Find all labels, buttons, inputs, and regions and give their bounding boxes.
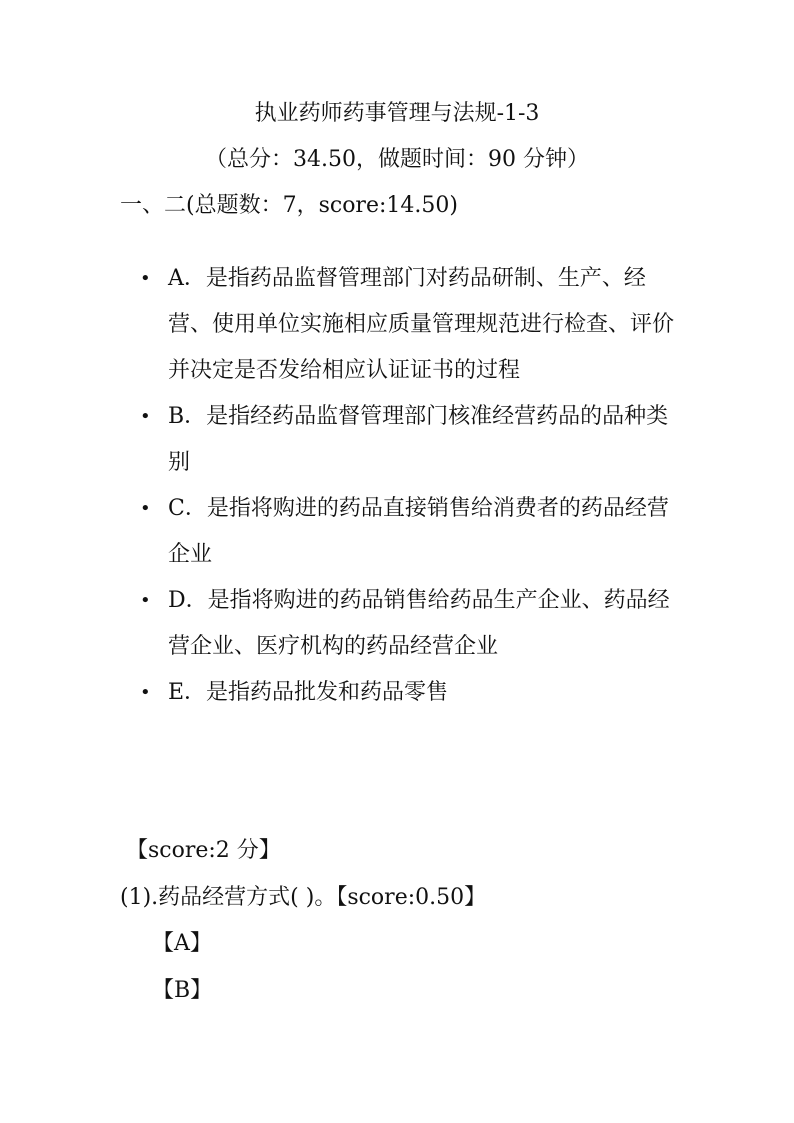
question-text: (1).药品经营方式( )。【score:0.50】	[120, 885, 487, 910]
option-text: E．是指药品批发和药品零售	[168, 680, 449, 705]
option-item	[140, 256, 680, 394]
bullet-icon: •	[140, 590, 151, 611]
option-text: C．是指将购进的药品直接销售给消费者的药品经营企业	[168, 496, 669, 567]
document-title: 执业药师药事管理与法规-1-3	[254, 101, 540, 126]
bullet-icon: •	[140, 498, 151, 519]
document-subtitle: （总分：34.50，做题时间：90 分钟）	[205, 147, 589, 172]
answer-choice-b[interactable]: 【B】	[152, 978, 213, 1003]
option-text: A．是指药品监督管理部门对药品研制、生产、经营、使用单位实施相应质量管理规范进行检查、评价并决定是否发给相应认证证书的过程	[168, 266, 675, 383]
group-score: 【score:2 分】	[126, 838, 281, 863]
answer-choice-a[interactable]: 【A】	[152, 931, 212, 956]
bullet-icon: •	[140, 268, 151, 289]
option-item	[140, 578, 680, 670]
option-list	[140, 256, 680, 716]
option-item	[140, 486, 680, 578]
section-heading: 一、二(总题数：7，score:14.50)	[120, 193, 458, 218]
option-text: D．是指将购进的药品销售给药品生产企业、药品经营企业、医疗机构的药品经营企业	[168, 588, 670, 659]
option-text: B．是指经药品监督管理部门核准经营药品的品种类别	[168, 404, 669, 475]
bullet-icon: •	[140, 406, 151, 427]
option-item	[140, 394, 680, 486]
bullet-icon: •	[140, 682, 151, 703]
option-item	[140, 670, 680, 716]
